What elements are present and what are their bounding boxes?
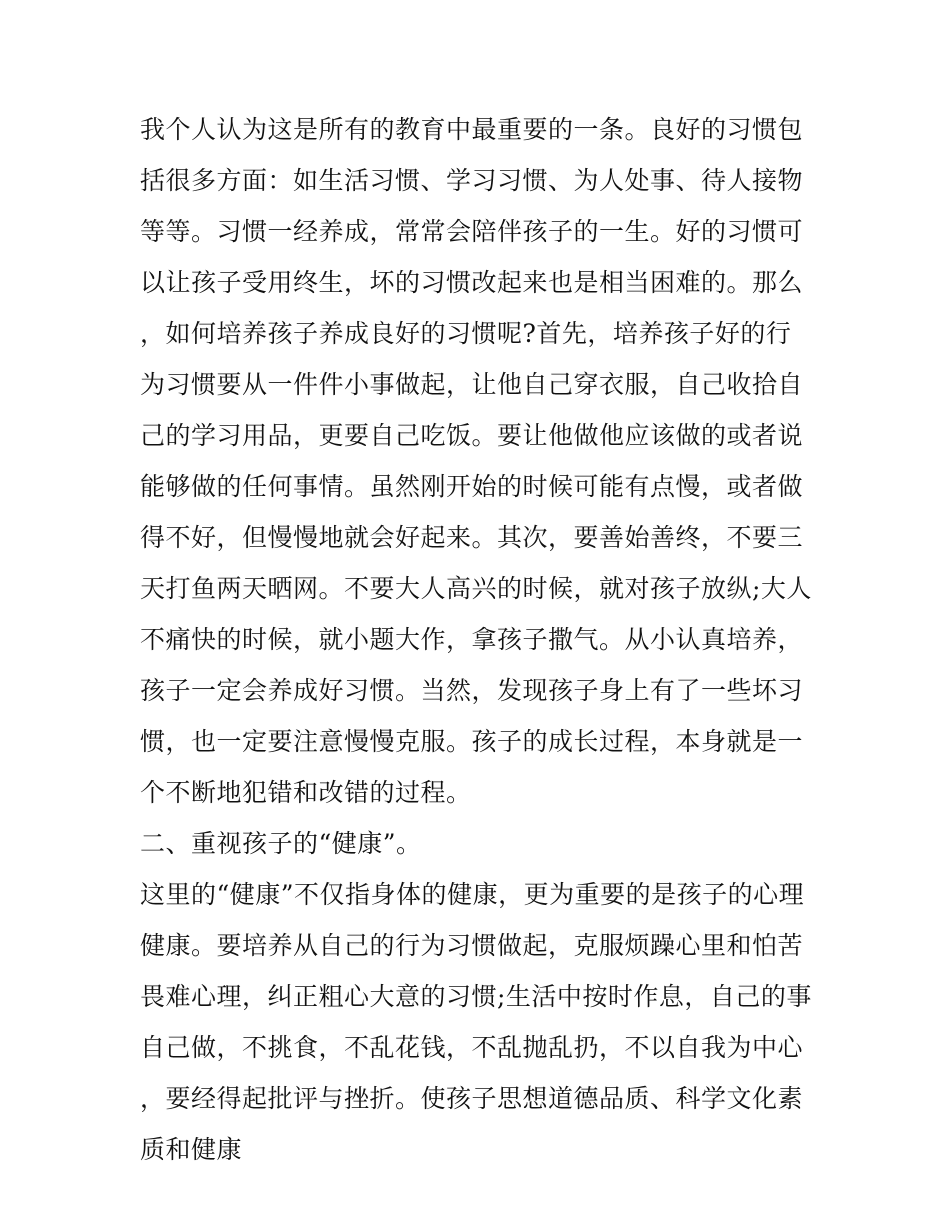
document-body [140,104,812,1175]
paragraph-habits: 我个人认为这是所有的教育中最重要的一条。良好的习惯包括很多方面：如生活习惯、学习习惯、为人处事、待人接物等等。习惯一经养成，常常会陪伴孩子的一生。好的习惯可以让孩子受用终生，坏的习惯改起来也是相当困难的。那么，如何培养孩子养成良好的习惯呢?首先，培养孩子好的行为习惯要从一件件小事做起，让他自己穿衣服，自己收拾自己的学习用品，更要自己吃饭。要让他做他应该做的或者说能够做的任何事情。虽然刚开始的时候可能有点慢，或者做得不好，但慢慢地就会好起来。其次，要善始善终，不要三天打鱼两天晒网。不要大人高兴的时候，就对孩子放纵;大人不痛快的时候，就小题大作，拿孩子撒气。从小认真培养，孩子一定会养成好习惯。当然，发现孩子身上有了一些坏习惯，也一定要注意慢慢克服。孩子的成长过程，本身就是一个不断地犯错和改错的过程。 [140,115,812,807]
paragraph-health: 这里的“健康”不仅指身体的健康，更为重要的是孩子的心理健康。要培养从自己的行为习惯做起，克服烦躁心里和怕苦畏难心理，纠正粗心大意的习惯;生活中按时作息，自己的事自己做，不挑食，不乱花钱，不乱抛乱扔，不以自我为中心，要经得起批评与挫折。使孩子思想道德品质、科学文化素质和健康 [140,880,812,1164]
section-heading-health: 二、重视孩子的“健康”。 [140,829,422,858]
